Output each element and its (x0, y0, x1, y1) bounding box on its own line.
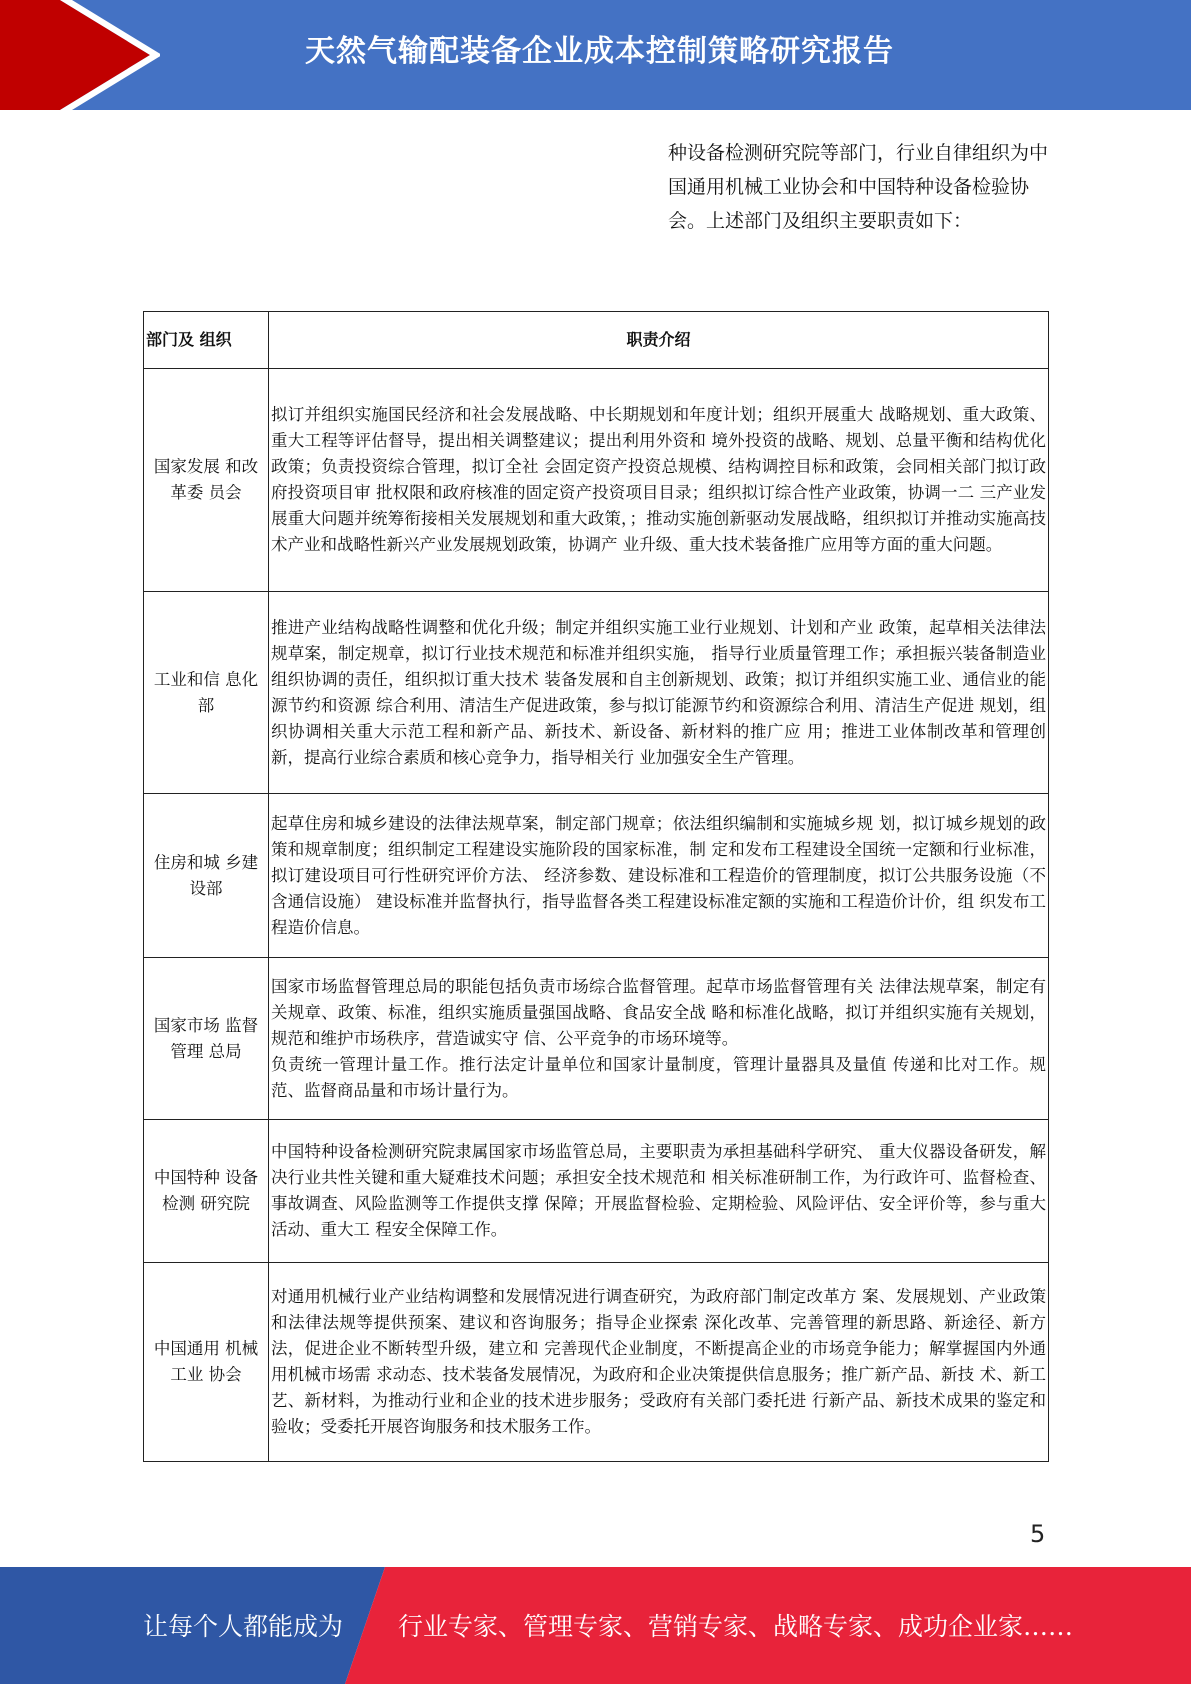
table-row (144, 1120, 1049, 1263)
table-header-row (144, 312, 1049, 369)
duty-text: 起草住房和城乡建设的法律法规草案，制定部门规章；依法组织编制和实施城乡规 划，拟订城乡规划的政策和规章制度；组织制定工程建设实施阶段的国家标准，制 定和发布工程建设全国统一定额和行业标准，拟订建设项目可行性研究评价方法、 经济参数、建设标准和工程造价的管理制度，拟订公共服务设施（不含通信设施） 建设标准并监督执行，指导监督各类工程建设标准定额的实施和工程造价计价，组 织发布工程造价信息。 (271, 813, 1046, 937)
duties-table (143, 311, 1049, 1462)
dept-cell: 工业和信 息化部 (144, 592, 269, 794)
page-footer (0, 1567, 1191, 1684)
duty-cell (269, 794, 1049, 958)
duty-cell (269, 1120, 1049, 1263)
page-header (0, 0, 1191, 110)
duty-text: 对通用机械行业产业结构调整和发展情况进行调查研究，为政府部门制定改革方 案、发展规划、产业政策和法律法规等提供预案、建议和咨询服务；指导企业探索 深化改革、完善管理的新思路、新途径、新方法，促进企业不断转型升级，建立和 完善现代企业制度，不断提高企业的市场竞争能力；解掌握国内外通用机械市场需 求动态、技术装备发展情况，为政府和企业决策提供信息服务；推广新产品、新技 术、新工艺、新材料，为推动行业和企业的技术进步服务；受政府有关部门委托进 行新产品、新技术成果的鉴定和验收；受委托开展咨询服务和技术服务工作。 (271, 1287, 1046, 1436)
duty-cell (269, 958, 1049, 1120)
duty-text: 中国特种设备检测研究院隶属国家市场监管总局，主要职责为承担基础科学研究、 重大仪器设备研发，解决行业共性关键和重大疑难技术问题；承担安全技术规范和 相关标准研制工作，为行政许可、监督检查、事故调查、风险监测等工作提供支撑 保障；开展监督检验、定期检验、风险评估、安全评价等，参与重大活动、重大工 程安全保障工作。 (271, 1142, 1046, 1239)
duty-text: 推进产业结构战略性调整和优化升级；制定并组织实施工业行业规划、计划和产业 政策，起草相关法律法规草案，制定规章，拟订行业技术规范和标准并组织实施， 指导行业质量管理工作；承担振兴装备制造业组织协调的责任，组织拟订重大技术 装备发展和自主创新规划、政策；拟订并组织实施工业、通信业的能源节约和资源 综合利用、清洁生产促进政策，参与拟订能源节约和资源综合利用、清洁生产促进 规划，组织协调相关重大示范工程和新产品、新技术、新设备、新材料的推广应 用；推进工业体制改革和管理创新，提高行业综合素质和核心竞争力，指导相关行 业加强安全生产管理。 (271, 617, 1046, 767)
duty-cell (269, 369, 1049, 592)
header-chevron-icon (0, 0, 160, 110)
intro-paragraph: 种设备检测研究院等部门，行业自律组织为中国通用机械工业协会和中国特种设备检验协会。上述部门及组织主要职责如下： (668, 142, 1049, 232)
page-number: 5 (1030, 1520, 1046, 1548)
duty-text: 拟订并组织实施国民经济和社会发展战略、中长期规划和年度计划；组织开展重大 战略规划、重大政策、重大工程等评估督导，提出相关调整建议；提出利用外资和 境外投资的战略、规划、总量平衡和结构优化政策；负责投资综合管理，拟订全社 会固定资产投资总规模、结构调控目标和政策，会同相关部门拟订政府投资项目审 批权限和政府核准的固定资产投资项目目录；组织拟订综合性产业政策，协调一二 三产业发展重大问题并统筹衔接相关发展规划和重大政策，；推动实施创新驱动发展战略，组织拟订并推动实施高技术产业和战略性新兴产业发展规划政策，协调产 业升级、重大技术装备推广应用等方面的重大问题。 (271, 405, 1046, 554)
duty-cell (269, 1263, 1049, 1462)
table-row (144, 958, 1049, 1120)
dept-cell: 住房和城 乡建设部 (144, 794, 269, 958)
table-row (144, 369, 1049, 592)
header-dept: 部门及 组织 (144, 312, 269, 369)
dept-cell: 国家发展 和改革委 员会 (144, 369, 269, 592)
duty-text: 国家市场监督管理总局的职能包括负责市场综合监督管理。起草市场监督管理有关 法律法规草案，制定有关规章、政策、标准，组织实施质量强国战略、食品安全战 略和标准化战略，拟订并组织实施有关规划，规范和维护市场秩序，营造诚实守 信、公平竞争的市场环境等。 (271, 976, 1046, 1048)
dept-cell: 国家市场 监督管理 总局 (144, 958, 269, 1120)
table-row (144, 794, 1049, 958)
header-duty: 职责介绍 (269, 312, 1049, 369)
dept-cell: 中国通用 机械工业 协会 (144, 1263, 269, 1462)
report-title: 天然气输配装备企业成本控制策略研究报告 (305, 34, 894, 69)
footer-slogan-left: 让每个人都能成为 (143, 1612, 344, 1641)
duty-cell (269, 592, 1049, 794)
footer-slogan-right: 行业专家、管理专家、营销专家、战略专家、成功企业家…… (398, 1612, 1074, 1641)
duty-text: 负责统一管理计量工作。推行法定计量单位和国家计量制度，管理计量器具及量值 传递和比对工作。规范、监督商品量和市场计量行为。 (271, 1054, 1046, 1100)
table-row (144, 592, 1049, 794)
dept-cell: 中国特种 设备检测 研究院 (144, 1120, 269, 1263)
table-row (144, 1263, 1049, 1462)
